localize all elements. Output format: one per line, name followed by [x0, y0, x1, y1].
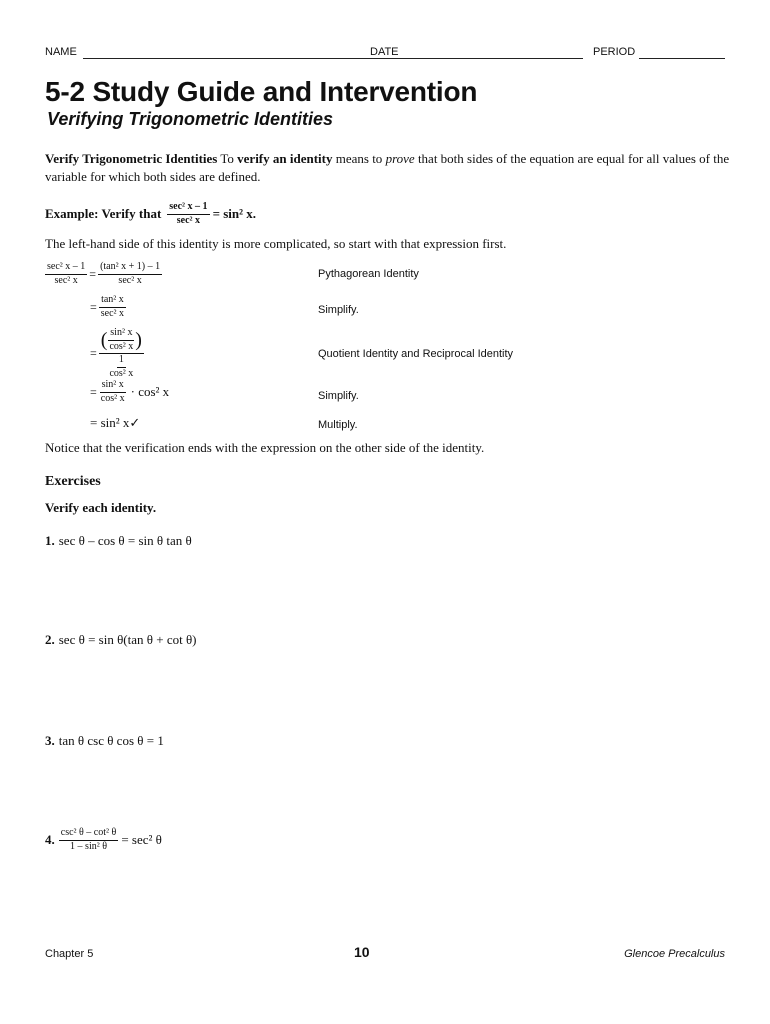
step-1-reason: Pythagorean Identity [318, 268, 419, 280]
proof-step-5: = sin² x✓ [90, 415, 141, 430]
step-5-reason: Multiply. [318, 419, 358, 431]
problem-3 [45, 733, 164, 749]
problem-3-text: tan θ csc θ cos θ = 1 [58, 733, 164, 748]
step-4-fraction [99, 380, 127, 404]
step-3-inner-bottom-numerator: 1 [117, 355, 126, 368]
step-4-numerator: sin² x [100, 380, 126, 393]
step-3-inner-bottom-fraction [107, 355, 135, 379]
lefthand-note: The left-hand side of this identity is more complicated, so start with that expression first. [45, 236, 507, 251]
step-1-fraction [98, 262, 162, 286]
example-numerator: sec² x – 1 [167, 202, 209, 215]
example-rhs: = sin² x. [212, 206, 257, 221]
step-3-left-paren: ( [100, 329, 108, 351]
problem-4-rhs: = sec² θ [121, 832, 162, 847]
intro-bold-phrase: verify an identity [237, 151, 333, 166]
date-field[interactable] [405, 58, 583, 59]
step-3-inner-bottom-denominator: cos² x [109, 367, 134, 379]
step-1-equals: = [89, 266, 97, 281]
problem-1-number: 1. [45, 533, 55, 548]
example-denominator: sec² x [176, 214, 201, 226]
student-info-row [45, 46, 725, 62]
proof-step-1 [45, 262, 162, 286]
problem-1-text: sec θ – cos θ = sin θ tan θ [58, 533, 192, 548]
footer-chapter: Chapter 5 [45, 948, 94, 960]
problem-2-text: sec θ = sin θ(tan θ + cot θ) [58, 632, 197, 647]
exercises-instruction: Verify each identity. [45, 500, 157, 515]
step-4-equals: = [90, 384, 97, 399]
step-3-outer-numerator [99, 328, 144, 354]
problem-4-numerator: csc² θ – cot² θ [59, 828, 119, 841]
step-3-equals: = [90, 346, 97, 360]
intro-prove: prove [385, 151, 415, 166]
step-3-complex-fraction [99, 328, 144, 379]
problem-3-number: 3. [45, 733, 55, 748]
step-2-numerator: tan² x [99, 295, 126, 308]
intro-paragraph [45, 150, 735, 186]
footer-page-number: 10 [354, 944, 370, 960]
step-1-numerator: (tan² x + 1) – 1 [98, 262, 162, 275]
notice-text: Notice that the verification ends with the expression on the other side of the identity. [45, 440, 485, 455]
page-subtitle: Verifying Trigonometric Identities [47, 109, 334, 129]
step-3-inner-top-denominator: cos² x [109, 340, 134, 352]
name-field[interactable] [83, 58, 411, 59]
problem-4-denominator: 1 – sin² θ [70, 840, 108, 852]
step-4-denominator: cos² x [100, 392, 125, 404]
problem-4 [45, 828, 162, 852]
intro-means-to: means to [332, 151, 386, 166]
step-1-lhs-numerator: sec² x – 1 [45, 262, 87, 275]
problem-4-fraction [59, 828, 119, 852]
exercises-heading: Exercises [45, 474, 101, 489]
step-3-inner-top-numerator: sin² x [108, 328, 134, 341]
step-1-lhs-denominator: sec² x [54, 274, 78, 286]
step-2-equals: = [90, 299, 97, 314]
problem-2 [45, 632, 197, 648]
step-2-fraction [99, 295, 126, 319]
example-label: Example: Verify that [45, 206, 162, 221]
proof-step-4 [90, 380, 169, 404]
problem-4-number: 4. [45, 832, 55, 847]
step-3-inner-top-fraction [107, 328, 135, 352]
step-3-outer-denominator [105, 354, 137, 379]
example-statement [45, 202, 256, 226]
step-2-denominator: sec² x [100, 307, 125, 319]
step-4-reason: Simplify. [318, 390, 359, 402]
step-1-lhs-fraction [45, 262, 87, 286]
step-2-reason: Simplify. [318, 304, 359, 316]
step-4-tail: · cos² x [130, 384, 170, 399]
name-label: NAME [45, 46, 77, 58]
intro-to: To [217, 151, 238, 166]
date-label: DATE [370, 46, 399, 58]
proof-step-3 [90, 328, 144, 379]
period-label: PERIOD [593, 46, 636, 58]
step-3-reason: Quotient Identity and Reciprocal Identity [318, 348, 514, 360]
example-fraction [167, 202, 209, 226]
page-title: 5-2 Study Guide and Intervention [45, 76, 478, 107]
problem-1 [45, 533, 192, 549]
problem-2-number: 2. [45, 632, 55, 647]
footer-publisher: Glencoe Precalculus [624, 948, 725, 960]
intro-heading: Verify Trigonometric Identities [45, 151, 218, 166]
proof-step-2 [90, 295, 126, 319]
step-3-right-paren: ) [135, 329, 142, 351]
step-1-denominator: sec² x [118, 274, 142, 286]
intro-rest: that both sides of the equation are equal for all values of the variable for which both sides are defined. [45, 151, 730, 184]
period-field[interactable] [639, 58, 725, 59]
